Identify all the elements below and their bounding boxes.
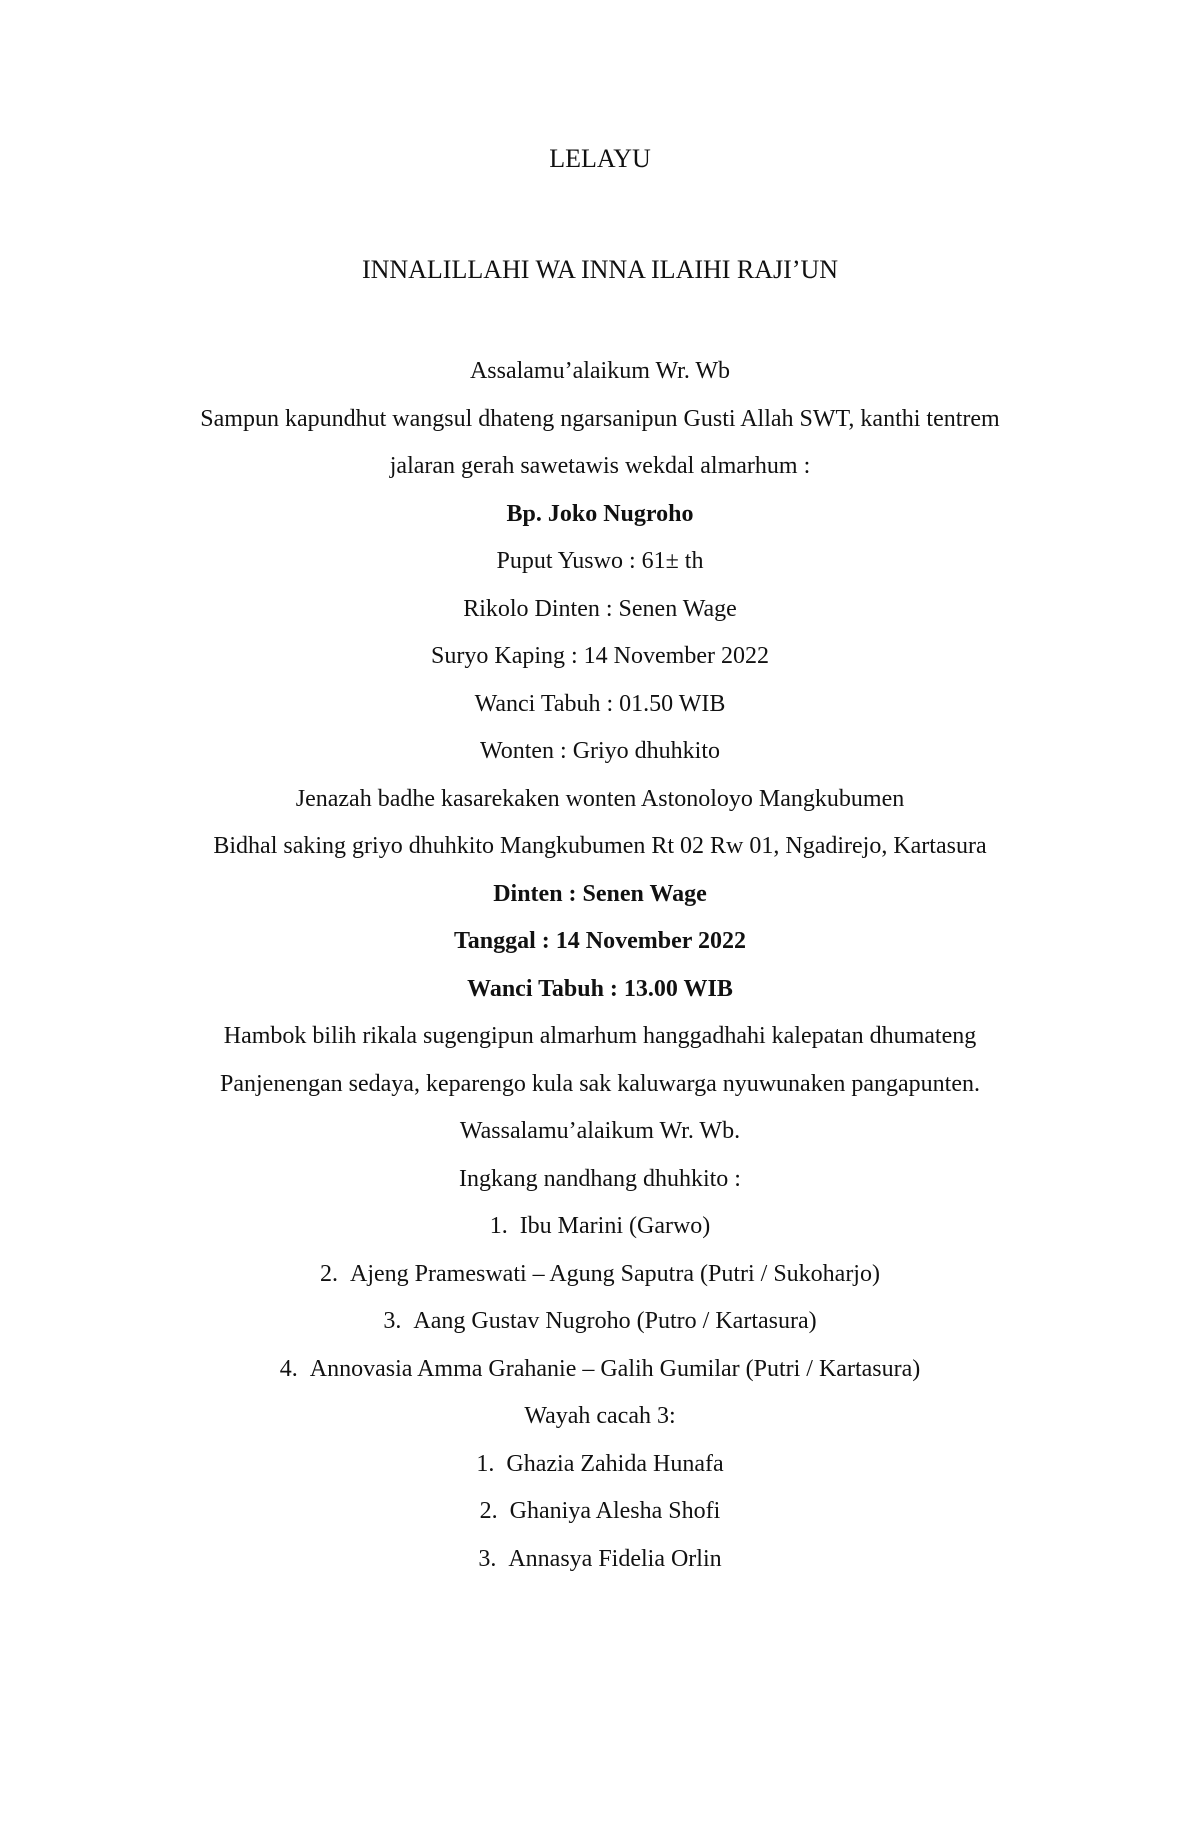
list-text: Ghazia Zahida Hunafa xyxy=(506,1450,724,1477)
family-item xyxy=(0,1298,1200,1346)
grandchild-item xyxy=(0,1488,1200,1536)
intro-line-2: jalaran gerah sawetawis wekdal almarhum : xyxy=(389,453,811,479)
list-text: Aang Gustav Nugroho (Putro / Kartasura) xyxy=(413,1308,817,1334)
list-number: 3. xyxy=(478,1545,497,1572)
day-line: Rikolo Dinten : Senen Wage xyxy=(463,595,737,622)
date-line: Suryo Kaping : 14 November 2022 xyxy=(431,643,769,669)
grandchild-item xyxy=(0,1441,1200,1489)
list-number: 3. xyxy=(383,1308,402,1334)
list-text: Annovasia Amma Grahanie – Galih Gumilar (Putri / Kartasura) xyxy=(309,1355,921,1382)
intro-line-1: Sampun kapundhut wangsul dhateng ngarsanipun Gusti Allah SWT, kanthi tentrem xyxy=(200,405,1000,432)
list-text: Ajeng Prameswati – Agung Saputra (Putri / Sukoharjo) xyxy=(350,1260,880,1287)
funeral-date: Tanggal : 14 November 2022 xyxy=(453,928,746,954)
list-number: 1. xyxy=(476,1450,495,1477)
family-item xyxy=(0,1203,1200,1251)
funeral-time: Wanci Tabuh : 13.00 WIB xyxy=(467,975,733,1002)
page-subtitle: INNALILLAHI WA INNA ILAIHI RAJI’UN xyxy=(361,255,839,284)
apology-line-2: Panjenengan sedaya, keparengo kula sak kaluwarga nyuwunaken pangapunten. xyxy=(220,1070,980,1097)
age-line: Puput Yuswo : 61± th xyxy=(496,548,704,574)
time-line: Wanci Tabuh : 01.50 WIB xyxy=(474,690,726,717)
list-text: Ghaniya Alesha Shofi xyxy=(509,1498,721,1524)
announcement-body xyxy=(0,348,1200,1583)
list-number: 4. xyxy=(279,1355,298,1382)
deceased-name: Bp. Joko Nugroho xyxy=(506,500,694,527)
page-title: LELAYU xyxy=(549,144,651,173)
family-heading: Ingkang nandhang dhuhkito : xyxy=(459,1165,741,1192)
family-item xyxy=(0,1251,1200,1299)
departure-line: Bidhal saking griyo dhuhkito Mangkubumen Rt 02 Rw 01, Ngadirejo, Kartasura xyxy=(213,833,987,859)
list-text: Annasya Fidelia Orlin xyxy=(508,1545,722,1572)
burial-line: Jenazah badhe kasarekaken wonten Astonoloyo Mangkubumen xyxy=(295,785,905,812)
family-item xyxy=(0,1346,1200,1394)
greeting-line: Assalamu’alaikum Wr. Wb xyxy=(469,358,731,384)
place-line: Wonten : Griyo dhuhkito xyxy=(479,738,721,764)
list-number: 2. xyxy=(320,1260,339,1287)
funeral-day: Dinten : Senen Wage xyxy=(493,880,707,907)
list-number: 1. xyxy=(489,1213,508,1239)
closing-line: Wassalamu’alaikum Wr. Wb. xyxy=(459,1118,741,1144)
list-number: 2. xyxy=(479,1498,498,1524)
grandchild-item xyxy=(0,1536,1200,1584)
grandchildren-heading: Wayah cacah 3: xyxy=(524,1403,676,1429)
apology-line-1: Hambok bilih rikala sugengipun almarhum hanggadhahi kalepatan dhumateng xyxy=(223,1023,977,1049)
list-text: Ibu Marini (Garwo) xyxy=(519,1213,711,1239)
